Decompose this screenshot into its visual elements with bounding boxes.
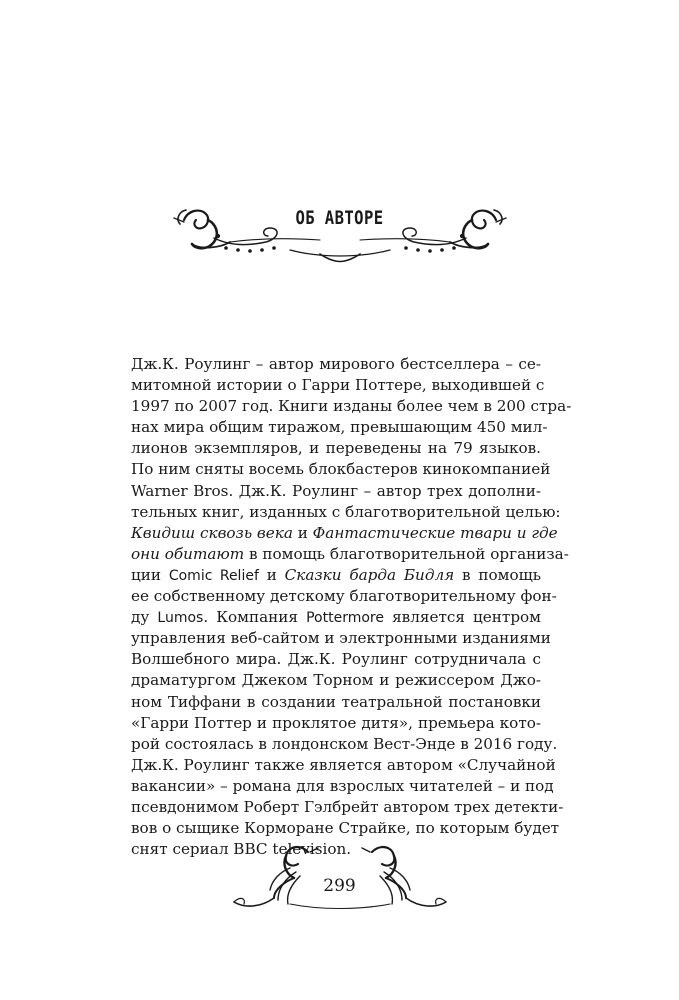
text-run: в помощь благотворительной организа-	[244, 544, 569, 563]
text-run: снят сериал BBC television.	[131, 840, 352, 859]
text-run: . Компания	[203, 608, 307, 627]
text-line	[131, 502, 561, 523]
text-line	[131, 354, 541, 375]
text-run: псевдонимом Роберт Гэлбрейт автором трех детекти-	[131, 797, 564, 816]
text-line	[131, 459, 551, 480]
text-run: Дж.К. Роулинг также является автором «Случайной	[131, 755, 556, 774]
text-line	[131, 776, 554, 797]
text-line	[131, 713, 541, 734]
text-run: 1997 по 2007 год. Книги изданы более чем в 200 стра-	[131, 397, 572, 416]
about-author-text	[131, 354, 572, 860]
italic-title: Сказки барда Бидля	[284, 565, 455, 584]
text-run: ду	[131, 608, 158, 627]
text-run: митомной истории о Гарри Поттере, выходившей с	[131, 376, 545, 395]
text-run: вов о сыщике Корморане Страйке, по которым будет	[131, 819, 560, 838]
italic-title: Фантастические твари и где	[312, 523, 558, 542]
text-line	[131, 417, 548, 438]
text-line	[131, 586, 557, 607]
text-line	[131, 818, 560, 839]
text-line	[131, 396, 572, 417]
text-run: ее собственному детскому благотворительному фон-	[131, 587, 557, 606]
text-line	[131, 734, 558, 755]
text-run: является центром	[383, 608, 541, 627]
page-number: 299	[323, 876, 356, 896]
text-line	[131, 565, 541, 586]
text-run: Pottermore	[306, 610, 384, 627]
text-line	[131, 607, 541, 628]
text-run: вакансии» – романа для взрослых читателей – и под	[131, 776, 554, 795]
text-line	[131, 628, 551, 649]
text-run: Warner Bros. Дж.К. Роулинг – автор трех дополни-	[131, 481, 541, 500]
text-line	[131, 481, 541, 502]
text-run: Lumos	[157, 610, 204, 627]
text-line	[131, 438, 541, 459]
section-title: ОБ АВТОРЕ	[295, 207, 384, 229]
text-run: драматургом Джеком Торном и режиссером Джо-	[131, 671, 541, 690]
text-run: и	[258, 565, 285, 584]
text-run: в помощь	[454, 565, 542, 584]
text-run: Comic Relief	[168, 567, 259, 584]
text-line	[131, 544, 569, 565]
text-run: Дж.К. Роулинг – автор мирового бестселлера – се-	[131, 355, 541, 373]
text-run: ции	[131, 565, 169, 584]
text-run: По ним сняты восемь блокбастеров кинокомпанией	[131, 460, 551, 479]
text-run: нах мира общим тиражом, превышающим 450 мил-	[131, 418, 548, 437]
text-run: ном Тиффани в создании театральной постановки	[131, 692, 541, 711]
text-line	[131, 797, 564, 818]
text-line	[131, 649, 541, 670]
text-line	[131, 375, 545, 396]
text-run: «Гарри Поттер и проклятое дитя», премьера кото-	[131, 713, 541, 732]
text-run: рой состоялась в лондонском Вест-Энде в 2016 году.	[131, 734, 558, 753]
italic-title: Квидиш сквозь века	[131, 523, 293, 542]
text-line	[131, 670, 541, 691]
text-line	[131, 692, 541, 713]
text-run: лионов экземпляров, и переведены на 79 языков.	[131, 439, 541, 458]
text-run: Волшебного мира. Дж.К. Роулинг сотрудничала с	[131, 650, 541, 669]
text-run: управления веб-сайтом и электронными изданиями	[131, 629, 551, 648]
text-run: и	[292, 523, 313, 542]
text-line	[131, 755, 556, 776]
text-line	[131, 523, 558, 544]
text-run: тельных книг, изданных с благотворительной целью:	[131, 502, 561, 521]
italic-title: они обитают	[131, 544, 245, 563]
